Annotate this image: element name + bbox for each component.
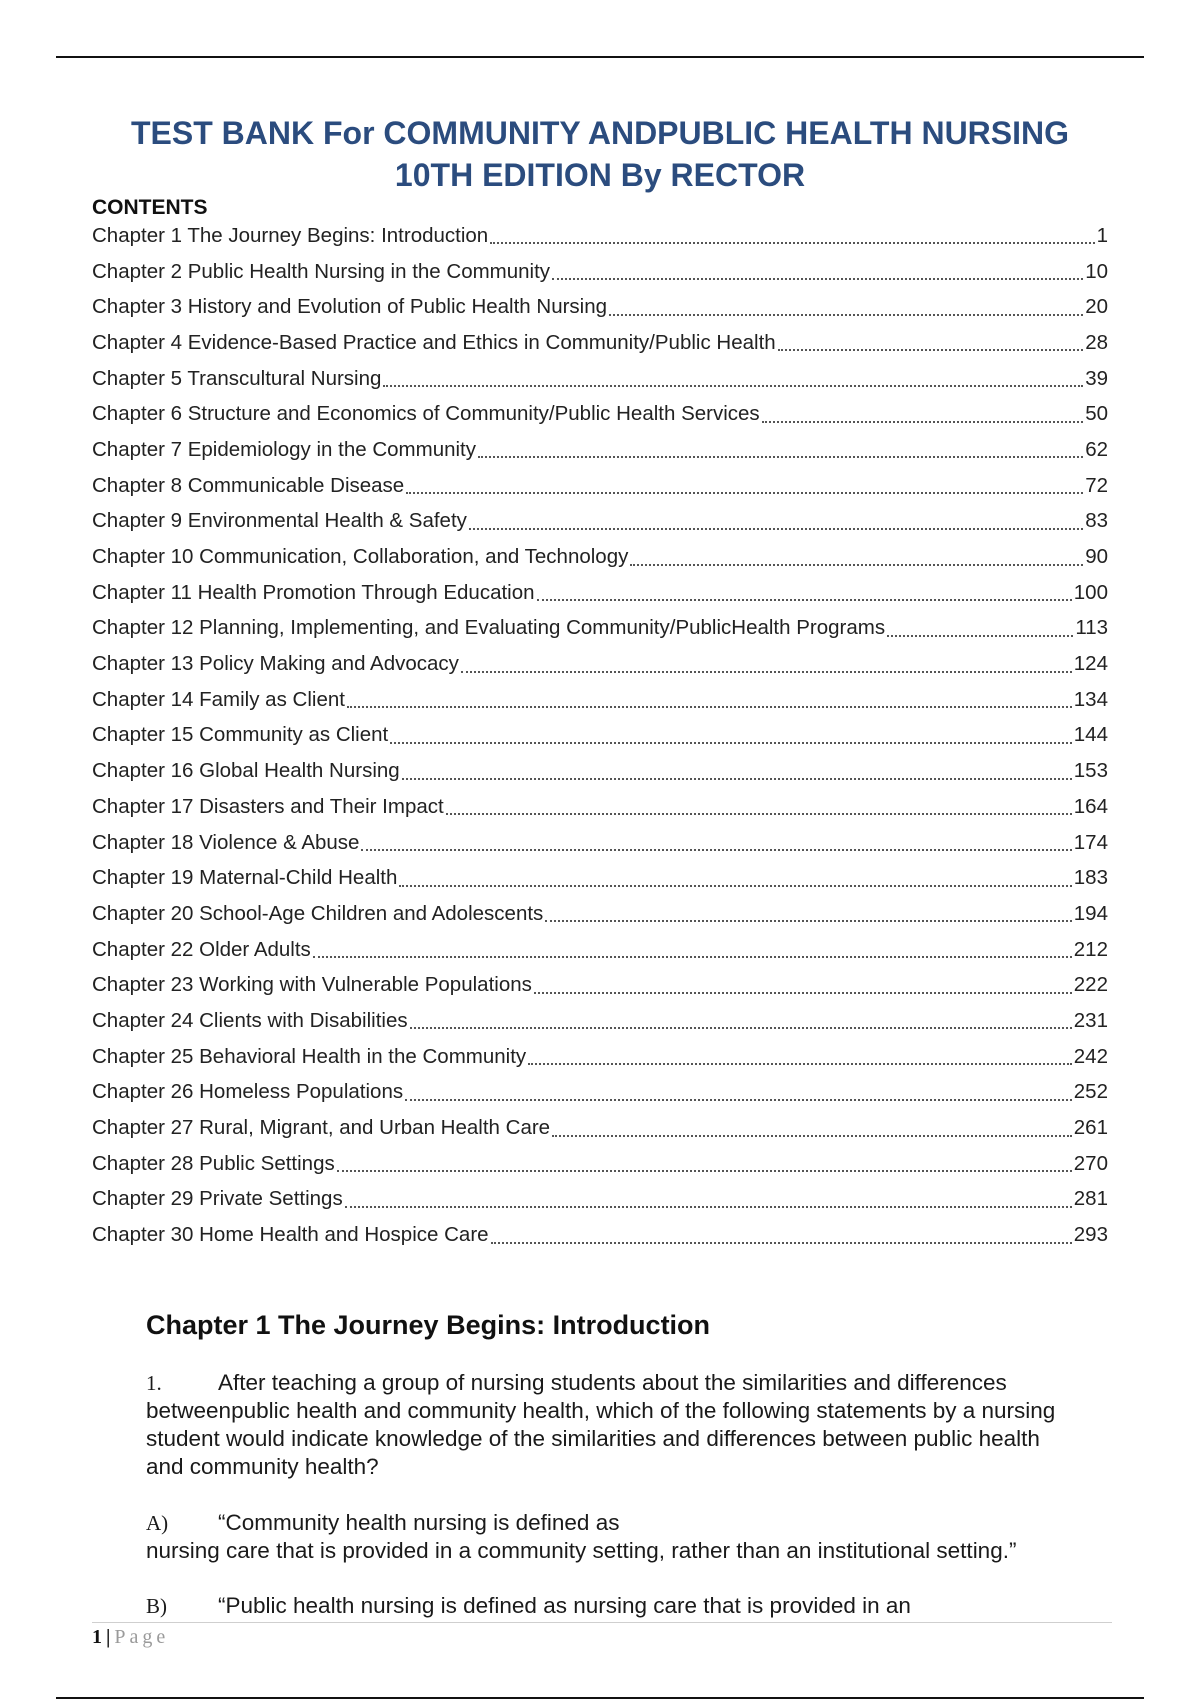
- toc-entry-page: 164: [1073, 794, 1108, 818]
- toc-entry-label: Chapter 20 School-Age Children and Adolescents: [92, 901, 544, 925]
- toc-entry-page: 10: [1085, 259, 1108, 283]
- toc-entry[interactable]: [92, 718, 1108, 754]
- toc-leader-dots: [347, 705, 1072, 708]
- bottom-rule: [56, 1697, 1144, 1699]
- toc-leader-dots: [630, 563, 1083, 566]
- toc-entry[interactable]: [92, 967, 1108, 1003]
- toc-entry-page: 174: [1073, 830, 1108, 854]
- question-text: After teaching a group of nursing students about the similarities and differences betweenpublic health and community health, which of the following statements by a nursing student would indicate knowledge of the similarities and differences between public health and community health?: [146, 1370, 1056, 1479]
- toc-entry[interactable]: [92, 539, 1108, 575]
- toc-leader-dots: [778, 348, 1084, 351]
- title-line-2: 10TH EDITION By RECTOR: [394, 157, 806, 193]
- toc-leader-dots: [887, 634, 1073, 637]
- toc-leader-dots: [552, 1134, 1072, 1137]
- toc-entry-page: 231: [1073, 1008, 1108, 1032]
- toc-entry-page: 183: [1073, 866, 1108, 890]
- toc-entry[interactable]: [92, 575, 1108, 611]
- toc-entry[interactable]: [92, 1075, 1108, 1111]
- toc-entry[interactable]: [92, 396, 1108, 432]
- toc-leader-dots: [446, 812, 1072, 815]
- toc-entry-page: 72: [1085, 473, 1108, 497]
- title-line-1: TEST BANK For COMMUNITY ANDPUBLIC HEALTH NURSING: [130, 115, 1070, 151]
- toc-leader-dots: [491, 1241, 1072, 1244]
- toc-entry-label: Chapter 25 Behavioral Health in the Community: [92, 1044, 527, 1068]
- toc-entry-label: Chapter 28 Public Settings: [92, 1151, 335, 1175]
- toc-entry-label: Chapter 15 Community as Client: [92, 723, 389, 747]
- toc-leader-dots: [609, 313, 1083, 316]
- toc-leader-dots: [552, 277, 1083, 280]
- toc-entry[interactable]: [92, 896, 1108, 932]
- toc-leader-dots: [390, 741, 1072, 744]
- toc-entry-label: Chapter 22 Older Adults: [92, 937, 311, 961]
- toc-entry-page: 270: [1073, 1151, 1108, 1175]
- footer-page-number: 1: [92, 1626, 102, 1648]
- toc-entry[interactable]: [92, 468, 1108, 504]
- toc-entry[interactable]: [92, 1217, 1108, 1253]
- toc-leader-dots: [410, 1026, 1072, 1029]
- toc-entry-page: 144: [1073, 723, 1108, 747]
- toc-entry-page: 194: [1073, 901, 1108, 925]
- toc-entry-page: 252: [1073, 1080, 1108, 1104]
- toc-entry[interactable]: [92, 1182, 1108, 1218]
- option-b: [146, 1592, 1126, 1620]
- toc-entry[interactable]: [92, 611, 1108, 647]
- toc-leader-dots: [528, 1062, 1072, 1065]
- toc-entry-page: 281: [1073, 1187, 1108, 1211]
- toc-leader-dots: [345, 1205, 1072, 1208]
- toc-entry-label: Chapter 16 Global Health Nursing: [92, 759, 400, 783]
- toc-leader-dots: [478, 455, 1083, 458]
- toc-leader-dots: [383, 384, 1083, 387]
- option-a: [146, 1509, 1126, 1565]
- toc-entry-label: Chapter 24 Clients with Disabilities: [92, 1008, 408, 1032]
- toc-leader-dots: [399, 884, 1071, 887]
- option-b-letter: B): [146, 1594, 167, 1618]
- toc-entry-label: Chapter 10 Communication, Collaboration, and Technology: [92, 545, 629, 569]
- toc-entry-page: 293: [1073, 1223, 1108, 1247]
- toc-entry-label: Chapter 5 Transcultural Nursing: [92, 366, 382, 390]
- footer-page-word: Page: [114, 1626, 170, 1648]
- document-title: [0, 112, 1200, 196]
- top-rule: [56, 56, 1144, 58]
- toc-leader-dots: [402, 777, 1072, 780]
- toc-entry-label: Chapter 18 Violence & Abuse: [92, 830, 360, 854]
- toc-entry-label: Chapter 12 Planning, Implementing, and Evaluating Community/PublicHealth Programs: [92, 616, 886, 640]
- toc-leader-dots: [534, 991, 1072, 994]
- footer-separator: |: [106, 1626, 111, 1648]
- toc-entry-label: Chapter 7 Epidemiology in the Community: [92, 437, 476, 461]
- toc-entry-page: 212: [1073, 937, 1108, 961]
- page-footer: [92, 1626, 169, 1649]
- toc-entry[interactable]: [92, 361, 1108, 397]
- toc-entry-page: 242: [1073, 1044, 1108, 1068]
- toc-entry-page: 28: [1085, 330, 1108, 354]
- toc-entry-label: Chapter 11 Health Promotion Through Education: [92, 580, 535, 604]
- toc-entry-page: 124: [1073, 652, 1108, 676]
- toc-entry-label: Chapter 29 Private Settings: [92, 1187, 343, 1211]
- toc-leader-dots: [490, 241, 1094, 244]
- toc-entry-label: Chapter 9 Environmental Health & Safety: [92, 509, 467, 533]
- toc-entry[interactable]: [92, 1003, 1108, 1039]
- toc-entry-label: Chapter 4 Evidence-Based Practice and Ethics in Community/Public Health: [92, 330, 776, 354]
- toc-entry-page: 113: [1075, 616, 1108, 640]
- toc-leader-dots: [461, 670, 1072, 673]
- question-1: [146, 1369, 1076, 1481]
- toc-entry-page: 100: [1073, 580, 1108, 604]
- toc-entry[interactable]: [92, 1039, 1108, 1075]
- toc-entry-page: 50: [1085, 402, 1108, 426]
- toc-entry[interactable]: [92, 289, 1108, 325]
- toc-entry-label: Chapter 19 Maternal-Child Health: [92, 866, 398, 890]
- toc-entry[interactable]: [92, 432, 1108, 468]
- toc-entry-label: Chapter 17 Disasters and Their Impact: [92, 794, 444, 818]
- toc-entry[interactable]: [92, 825, 1108, 861]
- toc-entry-label: Chapter 14 Family as Client: [92, 687, 345, 711]
- footer-rule: [92, 1622, 1112, 1623]
- question-number: 1.: [146, 1371, 162, 1395]
- toc-leader-dots: [537, 598, 1072, 601]
- toc-entry[interactable]: [92, 254, 1108, 290]
- toc-entry[interactable]: [92, 682, 1108, 718]
- toc-leader-dots: [337, 1169, 1072, 1172]
- toc-entry-label: Chapter 30 Home Health and Hospice Care: [92, 1223, 489, 1247]
- toc-entry-label: Chapter 3 History and Evolution of Public Health Nursing: [92, 295, 608, 319]
- toc-entry-label: Chapter 26 Homeless Populations: [92, 1080, 404, 1104]
- toc-leader-dots: [545, 919, 1071, 922]
- toc-entry-page: 134: [1073, 687, 1108, 711]
- toc-entry-label: Chapter 1 The Journey Begins: Introduction: [92, 223, 489, 247]
- toc-leader-dots: [762, 420, 1084, 423]
- toc-entry[interactable]: [92, 753, 1108, 789]
- toc-entry-page: 39: [1085, 366, 1108, 390]
- table-of-contents: [92, 218, 1108, 1253]
- toc-entry-page: 62: [1085, 437, 1108, 461]
- toc-entry[interactable]: [92, 646, 1108, 682]
- toc-entry[interactable]: [92, 860, 1108, 896]
- toc-entry[interactable]: [92, 218, 1108, 254]
- toc-entry-label: Chapter 2 Public Health Nursing in the Community: [92, 259, 551, 283]
- toc-entry-page: 153: [1073, 759, 1108, 783]
- option-b-line1: “Public health nursing is defined as nursing care that is provided in an: [218, 1593, 911, 1618]
- toc-entry-page: 261: [1073, 1116, 1108, 1140]
- toc-leader-dots: [313, 955, 1072, 958]
- contents-heading: CONTENTS: [92, 196, 208, 219]
- toc-entry[interactable]: [92, 932, 1108, 968]
- toc-entry-label: Chapter 13 Policy Making and Advocacy: [92, 652, 459, 676]
- toc-leader-dots: [469, 527, 1083, 530]
- option-a-line2: nursing care that is provided in a community setting, rather than an institutional setting.”: [146, 1538, 1017, 1563]
- toc-leader-dots: [361, 848, 1071, 851]
- toc-entry[interactable]: [92, 1110, 1108, 1146]
- toc-entry-page: 20: [1085, 295, 1108, 319]
- toc-entry-page: 1: [1096, 223, 1108, 247]
- toc-leader-dots: [405, 1098, 1072, 1101]
- toc-entry-page: 90: [1085, 545, 1108, 569]
- toc-entry[interactable]: [92, 1146, 1108, 1182]
- option-a-line1: “Community health nursing is defined as: [218, 1510, 620, 1535]
- toc-entry-page: 222: [1073, 973, 1108, 997]
- toc-leader-dots: [406, 491, 1083, 494]
- toc-entry[interactable]: [92, 325, 1108, 361]
- option-a-letter: A): [146, 1511, 169, 1535]
- toc-entry-label: Chapter 8 Communicable Disease: [92, 473, 405, 497]
- toc-entry[interactable]: [92, 789, 1108, 825]
- toc-entry-label: Chapter 23 Working with Vulnerable Populations: [92, 973, 532, 997]
- chapter-heading: Chapter 1 The Journey Begins: Introduction: [146, 1310, 711, 1340]
- toc-entry[interactable]: [92, 504, 1108, 540]
- toc-entry-label: Chapter 6 Structure and Economics of Community/Public Health Services: [92, 402, 760, 426]
- toc-entry-label: Chapter 27 Rural, Migrant, and Urban Health Care: [92, 1116, 551, 1140]
- toc-entry-page: 83: [1085, 509, 1108, 533]
